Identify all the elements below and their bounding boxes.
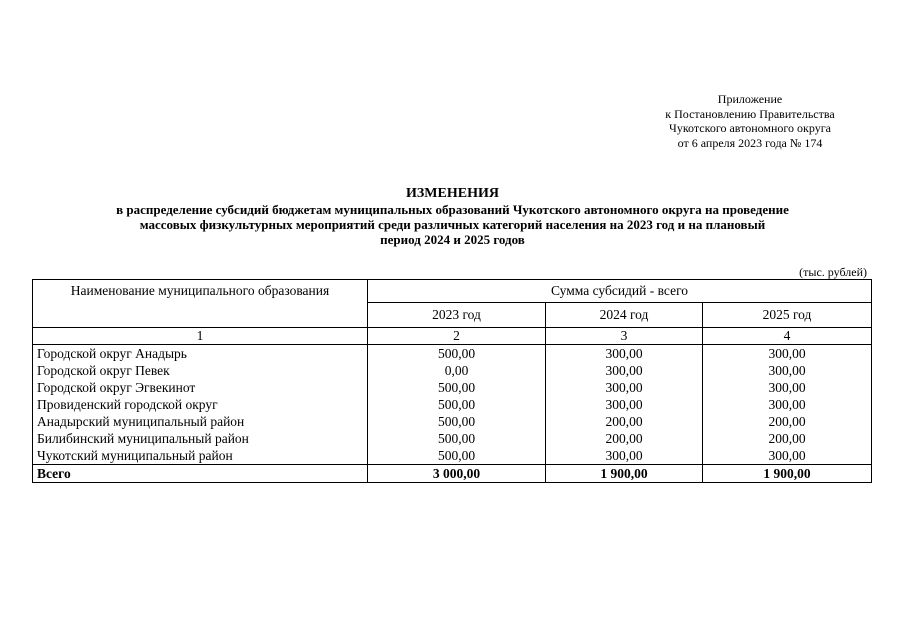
row-name: Билибинский муниципальный район <box>33 430 368 447</box>
row-value-2024: 300,00 <box>546 345 703 363</box>
row-value-2025: 300,00 <box>703 345 872 363</box>
row-name: Городской округ Эгвекинот <box>33 379 368 396</box>
total-value-2024: 1 900,00 <box>546 465 703 483</box>
title-line: период 2024 и 2025 годов <box>380 232 525 247</box>
total-value-2023: 3 000,00 <box>368 465 546 483</box>
row-value-2024: 300,00 <box>546 396 703 413</box>
row-value-2025: 200,00 <box>703 430 872 447</box>
column-header-name: Наименование муниципального образования <box>33 280 368 328</box>
appendix-line: Чукотского автономного округа <box>669 121 831 135</box>
column-number: 3 <box>546 328 703 345</box>
row-value-2025: 200,00 <box>703 413 872 430</box>
appendix-reference <box>640 92 860 150</box>
row-value-2024: 200,00 <box>546 413 703 430</box>
column-number: 1 <box>33 328 368 345</box>
appendix-line: Приложение <box>717 92 783 106</box>
row-value-2023: 500,00 <box>368 447 546 465</box>
table-row <box>33 447 872 465</box>
row-value-2023: 500,00 <box>368 413 546 430</box>
column-number: 2 <box>368 328 546 345</box>
row-name: Городской округ Анадырь <box>33 345 368 363</box>
total-value-2025: 1 900,00 <box>703 465 872 483</box>
table-total-row <box>33 465 872 483</box>
document-title <box>40 186 865 247</box>
title-line: массовых физкультурных мероприятий среди различных категорий населения на 2023 год и на плановый <box>139 217 766 232</box>
appendix-line: от 6 апреля 2023 года № 174 <box>677 135 823 150</box>
row-value-2023: 500,00 <box>368 396 546 413</box>
units-label: (тыс. рублей) <box>799 265 867 279</box>
row-name: Городской округ Певек <box>33 362 368 379</box>
row-value-2025: 300,00 <box>703 379 872 396</box>
table-row <box>33 345 872 363</box>
table-row <box>33 362 872 379</box>
column-header-year: 2023 год <box>368 303 546 328</box>
table-row <box>33 379 872 396</box>
column-numbers-row <box>33 328 872 345</box>
row-value-2025: 300,00 <box>703 362 872 379</box>
row-name: Провиденский городской округ <box>33 396 368 413</box>
row-value-2024: 200,00 <box>546 430 703 447</box>
title-heading: ИЗМЕНЕНИЯ <box>406 186 499 201</box>
column-header-year: 2025 год <box>703 303 872 328</box>
row-name: Анадырский муниципальный район <box>33 413 368 430</box>
subsidies-table <box>32 279 872 483</box>
row-value-2023: 500,00 <box>368 345 546 363</box>
column-header-year: 2024 год <box>546 303 703 328</box>
row-value-2025: 300,00 <box>703 447 872 465</box>
table-header-row <box>33 280 872 303</box>
total-label: Всего <box>33 465 368 483</box>
row-value-2024: 300,00 <box>546 362 703 379</box>
table-row <box>33 396 872 413</box>
row-value-2024: 300,00 <box>546 447 703 465</box>
row-value-2025: 300,00 <box>703 396 872 413</box>
row-value-2024: 300,00 <box>546 379 703 396</box>
row-name: Чукотский муниципальный район <box>33 447 368 465</box>
table-row <box>33 430 872 447</box>
column-number: 4 <box>703 328 872 345</box>
column-header-sum: Сумма субсидий - всего <box>368 280 872 303</box>
row-value-2023: 500,00 <box>368 430 546 447</box>
appendix-line: к Постановлению Правительства <box>665 106 835 121</box>
row-value-2023: 0,00 <box>368 362 546 379</box>
table-row <box>33 413 872 430</box>
title-line: в распределение субсидий бюджетам муниципальных образований Чукотского автономного округа на проведение <box>116 202 789 217</box>
row-value-2023: 500,00 <box>368 379 546 396</box>
